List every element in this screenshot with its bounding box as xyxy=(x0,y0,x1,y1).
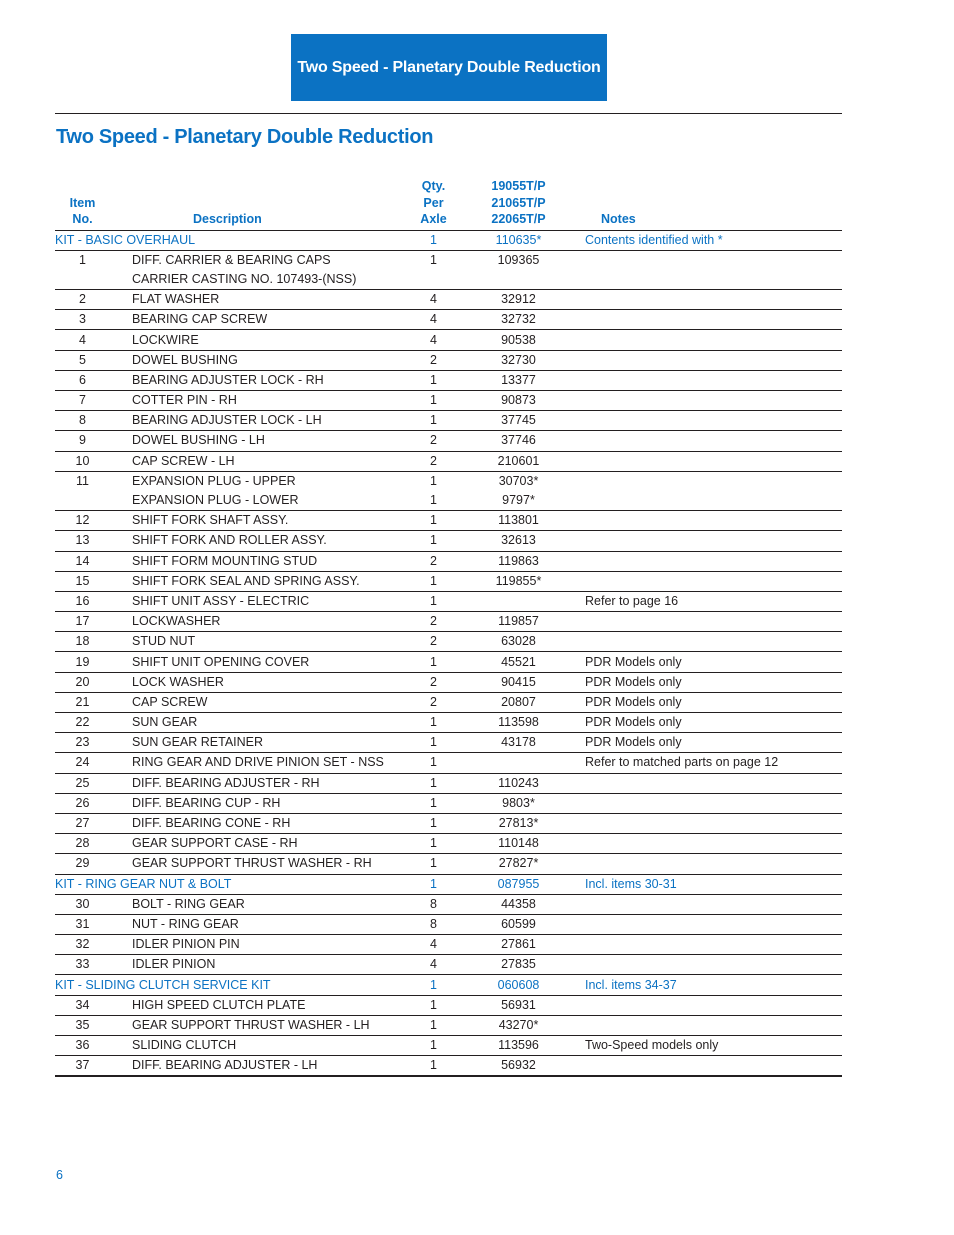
item-number-cell: 32 xyxy=(55,935,110,955)
notes-cell xyxy=(561,370,842,390)
part-number-cell: 27813* xyxy=(476,813,561,833)
item-number-cell: 29 xyxy=(55,854,110,874)
qty-cell: 1 xyxy=(391,975,476,995)
column-header-item xyxy=(55,178,110,230)
header-divider xyxy=(55,113,842,114)
description-cell: SUN GEAR xyxy=(110,713,391,733)
part-number-cell: 32613 xyxy=(476,531,561,551)
description-cell: EXPANSION PLUG - LOWER xyxy=(110,491,391,511)
table-row xyxy=(55,310,842,330)
notes-cell xyxy=(561,793,842,813)
description-cell: SHIFT FORM MOUNTING STUD xyxy=(110,551,391,571)
section-tab-title: Two Speed - Planetary Double Reduction xyxy=(297,58,601,76)
description-cell: CARRIER CASTING NO. 107493-(NSS) xyxy=(110,270,391,290)
description-cell: LOCK WASHER xyxy=(110,672,391,692)
qty-cell: 1 xyxy=(391,793,476,813)
kit-row xyxy=(55,230,842,250)
part-number-cell: 27835 xyxy=(476,955,561,975)
column-header-qty-line1: Qty. xyxy=(421,179,446,193)
page-title: Two Speed - Planetary Double Reduction xyxy=(56,126,434,148)
notes-cell xyxy=(561,391,842,411)
notes-cell xyxy=(561,571,842,591)
table-row xyxy=(55,1056,842,1077)
notes-cell xyxy=(561,431,842,451)
qty-cell: 8 xyxy=(391,914,476,934)
part-number-cell: 32732 xyxy=(476,310,561,330)
part-number-cell: 060608 xyxy=(476,975,561,995)
notes-cell xyxy=(561,935,842,955)
item-number-cell: 31 xyxy=(55,914,110,934)
qty-cell: 2 xyxy=(391,672,476,692)
notes-cell: Incl. items 30-31 xyxy=(561,874,842,894)
notes-cell xyxy=(561,290,842,310)
item-number-cell: 2 xyxy=(55,290,110,310)
part-number-cell: 43178 xyxy=(476,733,561,753)
section-tab xyxy=(291,34,607,101)
part-number-cell: 087955 xyxy=(476,874,561,894)
table-row xyxy=(55,531,842,551)
qty-cell: 4 xyxy=(391,290,476,310)
header-row xyxy=(55,178,842,230)
notes-cell: PDR Models only xyxy=(561,692,842,712)
notes-cell xyxy=(561,955,842,975)
item-number-cell: 35 xyxy=(55,1015,110,1035)
qty-cell: 4 xyxy=(391,935,476,955)
item-number-cell: 28 xyxy=(55,834,110,854)
qty-cell: 1 xyxy=(391,411,476,431)
kit-name-cell: KIT - RING GEAR NUT & BOLT xyxy=(55,874,110,894)
table-row xyxy=(55,571,842,591)
part-number-cell xyxy=(476,270,561,290)
notes-cell: PDR Models only xyxy=(561,672,842,692)
table-row xyxy=(55,451,842,471)
qty-cell: 1 xyxy=(430,252,437,267)
qty-cell: 2 xyxy=(391,350,476,370)
part-number-cell: 110148 xyxy=(476,834,561,854)
description-cell: DOWEL BUSHING - LH xyxy=(110,431,391,451)
qty-cell: 1 xyxy=(391,491,476,511)
item-number-cell: 14 xyxy=(55,551,110,571)
kit-name-cell: KIT - BASIC OVERHAUL xyxy=(55,230,110,250)
item-number-cell: 7 xyxy=(55,391,110,411)
notes-cell xyxy=(561,632,842,652)
qty-cell: 4 xyxy=(391,955,476,975)
description-cell: DIFF. CARRIER & BEARING CAPS xyxy=(132,252,331,267)
item-number-cell xyxy=(55,491,110,511)
table-row xyxy=(55,995,842,1015)
table-row xyxy=(55,290,842,310)
part-number-cell: 90538 xyxy=(476,330,561,350)
description-cell: FLAT WASHER xyxy=(110,290,391,310)
description-cell: SHIFT UNIT OPENING COVER xyxy=(110,652,391,672)
description-cell: BOLT - RING GEAR xyxy=(110,894,391,914)
qty-cell: 1 xyxy=(391,713,476,733)
description-cell: BEARING CAP SCREW xyxy=(110,310,391,330)
notes-cell: PDR Models only xyxy=(561,652,842,672)
notes-cell xyxy=(561,411,842,431)
table-row xyxy=(55,391,842,411)
table-row xyxy=(55,813,842,833)
item-number-cell: 15 xyxy=(55,571,110,591)
part-number-cell: 56931 xyxy=(476,995,561,1015)
description-cell: RING GEAR AND DRIVE PINION SET - NSS xyxy=(110,753,391,773)
table-row xyxy=(55,1036,842,1056)
qty-cell: 2 xyxy=(391,632,476,652)
description-cell: LOCKWIRE xyxy=(110,330,391,350)
description-cell: CAP SCREW - LH xyxy=(110,451,391,471)
notes-cell: PDR Models only xyxy=(561,733,842,753)
qty-cell: 1 xyxy=(391,753,476,773)
notes-cell: PDR Models only xyxy=(561,713,842,733)
part-number-cell: 110243 xyxy=(476,773,561,793)
table-row xyxy=(55,250,842,270)
part-number-cell: 9797* xyxy=(476,491,561,511)
item-number-cell: 5 xyxy=(55,350,110,370)
item-number-cell: 34 xyxy=(55,995,110,1015)
description-cell: BEARING ADJUSTER LOCK - LH xyxy=(110,411,391,431)
item-number-cell: 22 xyxy=(55,713,110,733)
notes-cell xyxy=(561,270,842,290)
kit-name-cell: KIT - SLIDING CLUTCH SERVICE KIT xyxy=(55,975,110,995)
table-row xyxy=(55,350,842,370)
qty-cell: 4 xyxy=(391,330,476,350)
column-header-qty-line3: Axle xyxy=(420,212,447,226)
part-number-cell: 30703* xyxy=(498,473,539,488)
part-number-cell: 56932 xyxy=(476,1056,561,1077)
description-cell: EXPANSION PLUG - UPPER xyxy=(132,473,296,488)
table-row xyxy=(55,955,842,975)
qty-cell: 2 xyxy=(391,692,476,712)
item-number-cell: 27 xyxy=(55,813,110,833)
qty-cell: 2 xyxy=(391,451,476,471)
part-number-cell: 32730 xyxy=(476,350,561,370)
item-number-cell: 4 xyxy=(55,330,110,350)
notes-cell xyxy=(561,451,842,471)
description-cell: DIFF. BEARING CUP - RH xyxy=(110,793,391,813)
table-row xyxy=(55,753,842,773)
part-number-cell: 210601 xyxy=(476,451,561,471)
part-number-cell: 13377 xyxy=(476,370,561,390)
item-number-cell: 18 xyxy=(55,632,110,652)
item-number-cell: 36 xyxy=(55,1036,110,1056)
description-cell: GEAR SUPPORT THRUST WASHER - LH xyxy=(110,1015,391,1035)
item-number-cell: 23 xyxy=(55,733,110,753)
qty-cell xyxy=(391,270,476,290)
notes-cell: Refer to matched parts on page 12 xyxy=(561,753,842,773)
item-number-cell: 20 xyxy=(55,672,110,692)
part-number-cell: 45521 xyxy=(476,652,561,672)
qty-cell: 1 xyxy=(430,473,437,488)
description-cell: HIGH SPEED CLUTCH PLATE xyxy=(110,995,391,1015)
description-cell: DIFF. BEARING ADJUSTER - LH xyxy=(110,1056,391,1077)
column-header-part-number xyxy=(476,178,561,230)
item-number-cell: 26 xyxy=(55,793,110,813)
description-cell: BEARING ADJUSTER LOCK - RH xyxy=(110,370,391,390)
item-number-cell: 16 xyxy=(55,591,110,611)
notes-cell xyxy=(561,471,842,491)
notes-cell xyxy=(561,995,842,1015)
table-row xyxy=(55,854,842,874)
notes-cell xyxy=(561,1056,842,1077)
description-cell: SHIFT FORK SHAFT ASSY. xyxy=(110,511,391,531)
item-number-cell: 24 xyxy=(55,753,110,773)
qty-cell: 2 xyxy=(391,551,476,571)
qty-cell: 1 xyxy=(391,854,476,874)
part-number-cell: 43270* xyxy=(476,1015,561,1035)
part-number-cell: 37746 xyxy=(476,431,561,451)
part-number-cell: 113801 xyxy=(476,511,561,531)
item-number-cell: 9 xyxy=(55,431,110,451)
qty-cell: 4 xyxy=(391,310,476,330)
kit-row xyxy=(55,874,842,894)
qty-cell: 1 xyxy=(391,874,476,894)
column-header-model-1: 19055T/P xyxy=(491,179,546,193)
qty-cell: 1 xyxy=(391,813,476,833)
qty-cell: 1 xyxy=(391,511,476,531)
qty-cell: 1 xyxy=(391,733,476,753)
notes-cell xyxy=(561,834,842,854)
qty-cell: 1 xyxy=(391,391,476,411)
item-number-cell: 10 xyxy=(55,451,110,471)
item-number-cell: 13 xyxy=(55,531,110,551)
table-row xyxy=(55,1015,842,1035)
qty-cell: 1 xyxy=(391,571,476,591)
description-cell: DIFF. BEARING ADJUSTER - RH xyxy=(110,773,391,793)
column-header-item-line1: Item xyxy=(69,195,96,210)
qty-cell: 1 xyxy=(391,834,476,854)
description-cell: IDLER PINION xyxy=(110,955,391,975)
item-number-cell: 1 xyxy=(79,252,86,267)
item-number-cell xyxy=(55,270,110,290)
table-row xyxy=(55,330,842,350)
table-row xyxy=(55,591,842,611)
table-row xyxy=(55,370,842,390)
part-number-cell: 9803* xyxy=(476,793,561,813)
qty-cell: 1 xyxy=(391,1015,476,1035)
table-row xyxy=(55,632,842,652)
notes-cell xyxy=(561,612,842,632)
part-number-cell: 90415 xyxy=(476,672,561,692)
column-header-notes: Notes xyxy=(561,178,842,230)
table-row xyxy=(55,793,842,813)
table-row xyxy=(55,935,842,955)
table-row xyxy=(55,471,842,491)
description-cell: SHIFT UNIT ASSY - ELECTRIC xyxy=(110,591,391,611)
qty-cell: 1 xyxy=(391,773,476,793)
notes-cell: Two-Speed models only xyxy=(561,1036,842,1056)
page-number: 6 xyxy=(56,1168,63,1182)
description-cell: SHIFT FORK SEAL AND SPRING ASSY. xyxy=(110,571,391,591)
part-number-cell: 37745 xyxy=(476,411,561,431)
table-row xyxy=(55,431,842,451)
qty-cell: 2 xyxy=(391,431,476,451)
qty-cell: 1 xyxy=(391,652,476,672)
table-row xyxy=(55,551,842,571)
notes-cell xyxy=(561,511,842,531)
item-number-cell: 30 xyxy=(55,894,110,914)
notes-cell xyxy=(561,531,842,551)
column-header-qty-line2: Per xyxy=(423,195,444,210)
notes-cell xyxy=(561,330,842,350)
item-number-cell: 6 xyxy=(55,370,110,390)
qty-cell: 1 xyxy=(391,995,476,1015)
item-number-cell: 8 xyxy=(55,411,110,431)
notes-cell xyxy=(561,773,842,793)
part-number-cell: 109365 xyxy=(497,252,540,267)
part-number-cell: 27827* xyxy=(476,854,561,874)
notes-cell: Refer to page 16 xyxy=(561,591,842,611)
table-row xyxy=(55,612,842,632)
column-header-model-3: 22065T/P xyxy=(491,212,546,226)
part-number-cell: 113596 xyxy=(476,1036,561,1056)
part-number-cell: 27861 xyxy=(476,935,561,955)
column-header-qty xyxy=(391,178,476,230)
item-number-cell: 3 xyxy=(55,310,110,330)
table-row xyxy=(55,834,842,854)
description-cell: SHIFT FORK AND ROLLER ASSY. xyxy=(110,531,391,551)
notes-cell xyxy=(561,551,842,571)
parts-table-header xyxy=(55,178,842,230)
part-number-cell xyxy=(476,753,561,773)
part-number-cell: 63028 xyxy=(476,632,561,652)
notes-cell xyxy=(561,854,842,874)
part-number-cell xyxy=(476,591,561,611)
item-number-cell: 17 xyxy=(55,612,110,632)
part-number-cell: 90873 xyxy=(476,391,561,411)
part-number-cell: 119863 xyxy=(476,551,561,571)
table-row xyxy=(55,713,842,733)
qty-cell: 1 xyxy=(391,370,476,390)
item-number-cell: 11 xyxy=(76,473,89,488)
parts-table xyxy=(55,178,842,1077)
qty-cell: 1 xyxy=(391,230,476,250)
notes-cell xyxy=(561,350,842,370)
part-number-cell: 32912 xyxy=(476,290,561,310)
description-cell: CAP SCREW xyxy=(110,692,391,712)
description-cell: GEAR SUPPORT THRUST WASHER - RH xyxy=(110,854,391,874)
notes-cell: Contents identified with * xyxy=(561,230,842,250)
table-row xyxy=(55,914,842,934)
qty-cell: 1 xyxy=(391,1036,476,1056)
table-row xyxy=(55,894,842,914)
item-number-cell: 21 xyxy=(55,692,110,712)
description-cell: SUN GEAR RETAINER xyxy=(110,733,391,753)
description-cell: IDLER PINION PIN xyxy=(110,935,391,955)
part-number-cell: 20807 xyxy=(476,692,561,712)
table-row xyxy=(55,733,842,753)
qty-cell: 8 xyxy=(391,894,476,914)
part-number-cell: 113598 xyxy=(476,713,561,733)
qty-cell: 2 xyxy=(391,612,476,632)
notes-cell xyxy=(561,250,842,270)
column-header-model-2: 21065T/P xyxy=(491,195,546,210)
table-row xyxy=(55,672,842,692)
notes-cell xyxy=(561,310,842,330)
item-number-cell: 37 xyxy=(55,1056,110,1077)
item-number-cell: 25 xyxy=(55,773,110,793)
description-cell: DOWEL BUSHING xyxy=(110,350,391,370)
kit-row xyxy=(55,975,842,995)
table-row xyxy=(55,511,842,531)
notes-cell xyxy=(561,894,842,914)
part-number-cell: 44358 xyxy=(476,894,561,914)
part-number-cell: 119855* xyxy=(476,571,561,591)
table-row xyxy=(55,491,842,511)
table-row xyxy=(55,411,842,431)
part-number-cell: 119857 xyxy=(476,612,561,632)
qty-cell: 1 xyxy=(391,531,476,551)
description-cell: GEAR SUPPORT CASE - RH xyxy=(110,834,391,854)
column-header-item-line2: No. xyxy=(72,212,93,226)
description-cell: DIFF. BEARING CONE - RH xyxy=(110,813,391,833)
column-header-description: Description xyxy=(110,178,391,230)
part-number-cell: 60599 xyxy=(476,914,561,934)
description-cell: LOCKWASHER xyxy=(110,612,391,632)
parts-table-body xyxy=(55,230,842,1076)
table-row xyxy=(55,773,842,793)
description-cell: NUT - RING GEAR xyxy=(110,914,391,934)
part-number-cell: 110635* xyxy=(476,230,561,250)
item-number-cell: 19 xyxy=(55,652,110,672)
item-number-cell: 33 xyxy=(55,955,110,975)
notes-cell xyxy=(561,813,842,833)
description-cell: SLIDING CLUTCH xyxy=(110,1036,391,1056)
notes-cell xyxy=(561,491,842,511)
item-number-cell: 12 xyxy=(55,511,110,531)
qty-cell: 1 xyxy=(391,1056,476,1077)
notes-cell xyxy=(561,914,842,934)
description-cell: STUD NUT xyxy=(110,632,391,652)
notes-cell: Incl. items 34-37 xyxy=(561,975,842,995)
qty-cell: 1 xyxy=(391,591,476,611)
table-row xyxy=(55,270,842,290)
table-row xyxy=(55,692,842,712)
notes-cell xyxy=(561,1015,842,1035)
table-row xyxy=(55,652,842,672)
description-cell: COTTER PIN - RH xyxy=(110,391,391,411)
